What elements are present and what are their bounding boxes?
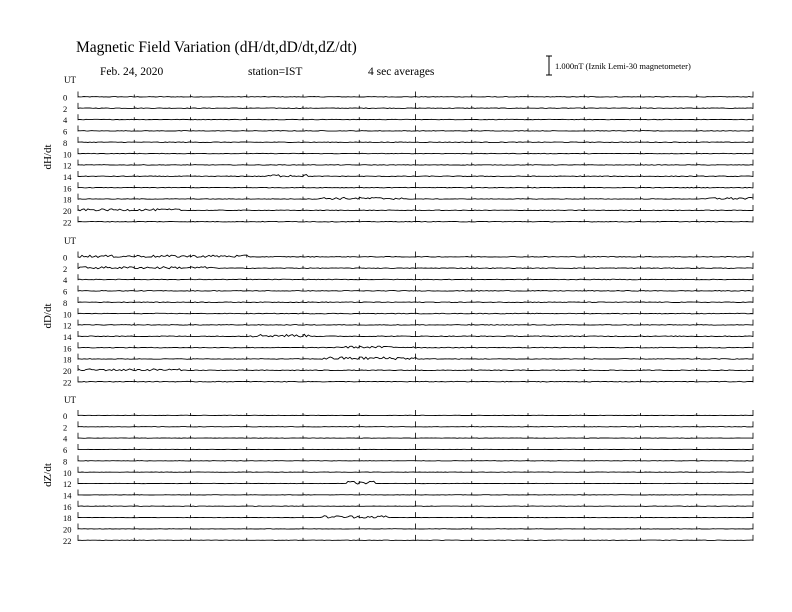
chart-title: Magnetic Field Variation (dH/dt,dD/dt,dZ/dt) xyxy=(76,39,357,56)
ut-axis-label: UT xyxy=(64,395,76,405)
trace-dD/dt-row-6 xyxy=(78,325,753,326)
hour-label-12: 12 xyxy=(63,160,72,171)
hour-label-0: 0 xyxy=(63,411,68,421)
hour-label-14: 14 xyxy=(63,331,72,342)
hour-label-2: 2 xyxy=(63,422,68,433)
hour-label-10: 10 xyxy=(63,309,72,320)
hour-label-12: 12 xyxy=(63,320,72,331)
station-label: station=IST xyxy=(248,66,303,78)
hour-label-4: 4 xyxy=(63,115,68,126)
hour-label-6: 6 xyxy=(63,126,68,137)
hour-label-14: 14 xyxy=(63,171,72,182)
trace-dH/dt-row-6 xyxy=(78,165,753,166)
hour-label-18: 18 xyxy=(63,513,72,524)
ut-axis-label: UT xyxy=(64,236,76,246)
hour-label-20: 20 xyxy=(63,524,72,535)
panel-ylabel-0: dH/dt xyxy=(42,144,54,170)
trace-dH/dt-row-0 xyxy=(78,97,753,98)
hour-label-6: 6 xyxy=(63,286,68,297)
hour-label-4: 4 xyxy=(63,275,68,286)
hour-label-8: 8 xyxy=(63,137,68,148)
trace-dH/dt-row-3 xyxy=(78,131,753,132)
trace-dH/dt-row-8 xyxy=(78,187,753,188)
hour-label-20: 20 xyxy=(63,206,72,216)
date-label: Feb. 24, 2020 xyxy=(100,66,164,78)
hour-label-2: 2 xyxy=(63,103,68,114)
hour-label-0: 0 xyxy=(63,92,68,103)
hour-label-22: 22 xyxy=(63,217,72,228)
panel-ylabel-1: dD/dt xyxy=(42,303,54,329)
hour-label-18: 18 xyxy=(63,194,72,205)
hour-label-0: 0 xyxy=(63,252,68,263)
scale-bar-label: 1.000nT (Iznik Lemi-30 magnetometer) xyxy=(555,61,691,71)
hour-label-16: 16 xyxy=(63,343,72,354)
trace-dD/dt-row-11 xyxy=(78,381,753,382)
trace-dD/dt-row-2 xyxy=(78,279,753,280)
hour-label-8: 8 xyxy=(63,456,68,467)
hour-label-2: 2 xyxy=(63,263,68,274)
hour-label-12: 12 xyxy=(63,479,72,490)
hour-label-18: 18 xyxy=(63,354,72,365)
hour-label-10: 10 xyxy=(63,467,72,478)
hour-label-6: 6 xyxy=(63,445,68,456)
hour-label-16: 16 xyxy=(63,501,72,512)
hour-label-16: 16 xyxy=(63,183,72,194)
panel-ylabel-2: dZ/dt xyxy=(42,463,54,487)
hour-label-10: 10 xyxy=(63,149,72,160)
ut-axis-label: UT xyxy=(64,75,76,85)
hour-label-8: 8 xyxy=(63,297,68,308)
trace-dH/dt-row-2 xyxy=(78,119,753,120)
trace-dH/dt-row-1 xyxy=(78,108,753,109)
trace-dH/dt-row-5 xyxy=(78,153,753,154)
trace-dH/dt-row-4 xyxy=(78,142,753,143)
hour-label-22: 22 xyxy=(63,535,72,546)
hour-label-22: 22 xyxy=(63,377,72,388)
hour-label-14: 14 xyxy=(63,490,72,501)
hour-label-4: 4 xyxy=(63,433,68,444)
averaging-label: 4 sec averages xyxy=(368,66,435,78)
hour-label-20: 20 xyxy=(63,366,72,376)
